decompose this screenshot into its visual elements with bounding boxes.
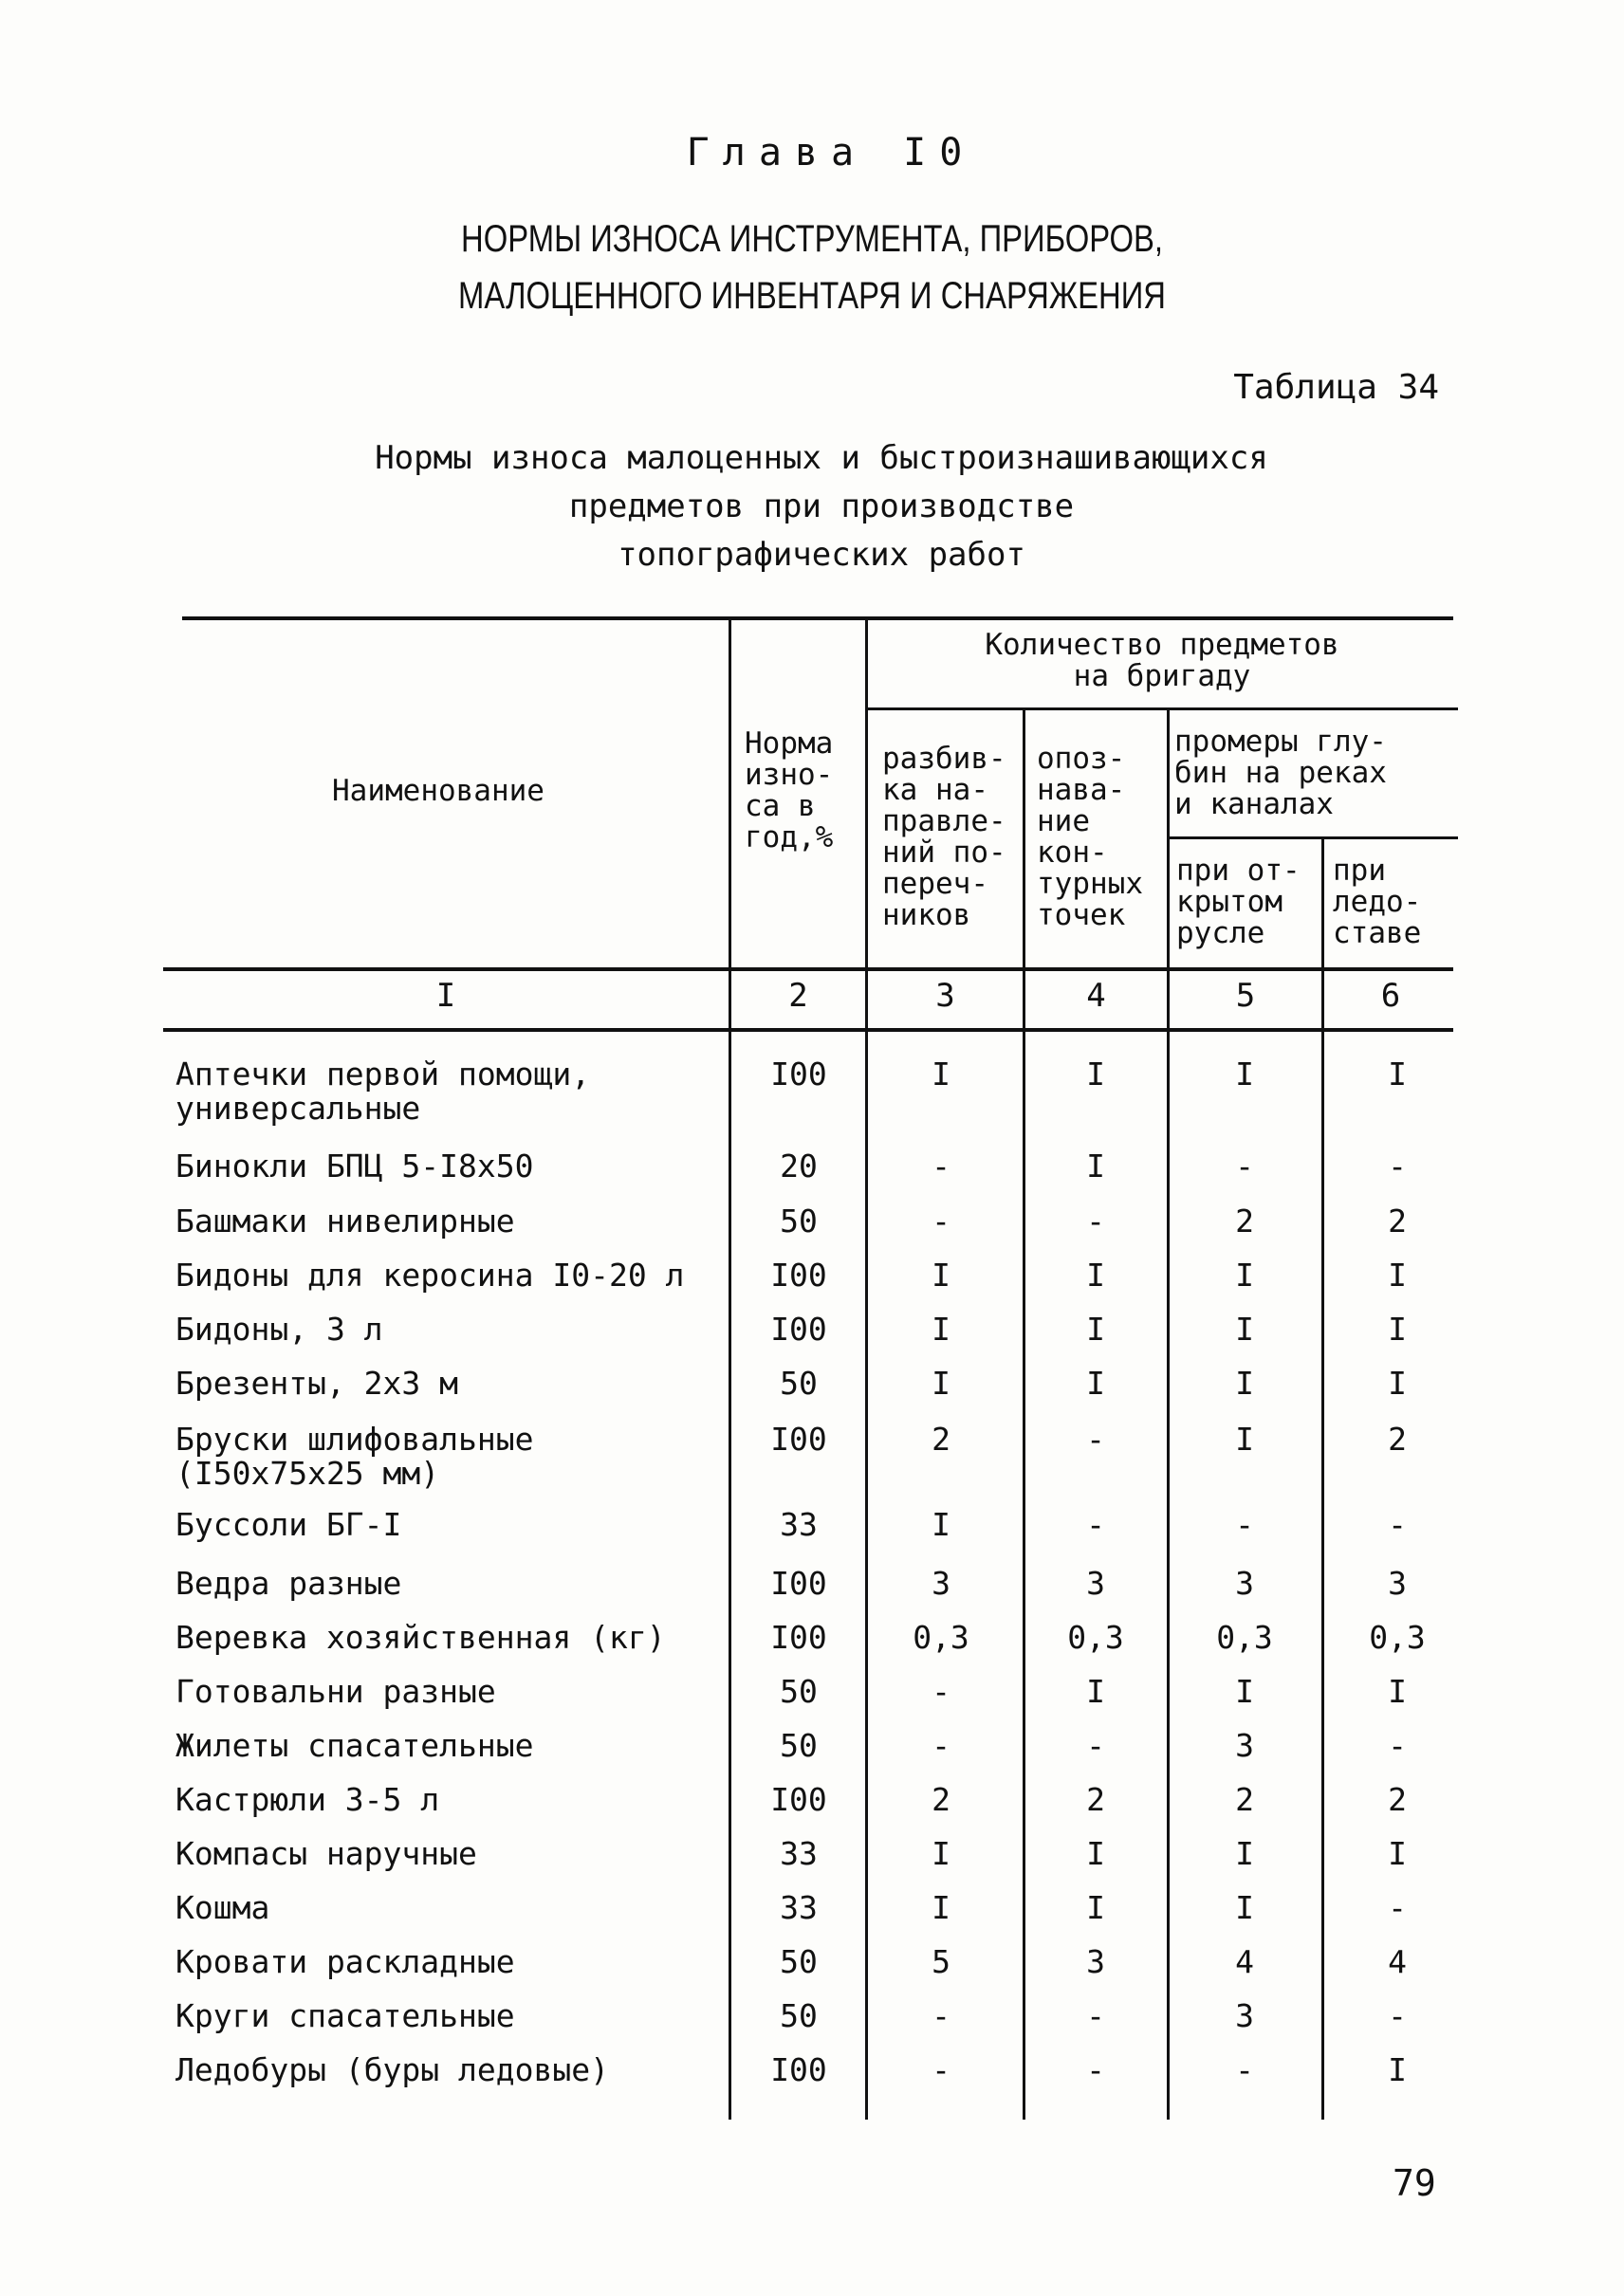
table-row [0,1204,1624,1258]
column-numbers-rule [163,1028,1453,1032]
row-col5: - [1235,1506,1254,1543]
row-col4: 0,3 [1067,1619,1124,1656]
row-norm: I00 [770,2051,827,2088]
table-caption-line-2: предметов при производстве [568,487,1075,525]
row-col3: - [932,1997,950,2034]
row-name: Буссоли БГ-I [175,1506,402,1543]
row-col6: 2 [1388,1203,1407,1240]
header-bottom-rule [163,967,1453,971]
header-col5: при от- крытом русле [1176,854,1301,950]
table-row [0,1891,1624,1944]
row-name: Бидоны для керосина I0-20 л [175,1257,685,1294]
header-norm: Норма изно- са в год,% [745,726,834,854]
row-col4: I [1086,1056,1105,1093]
row-col5: 3 [1235,1727,1254,1764]
row-col3: I [932,1889,950,1926]
row-col3: 2 [932,1781,950,1818]
table-row [0,1675,1624,1728]
row-norm: 50 [780,1365,818,1402]
row-col3: 2 [932,1421,950,1458]
quantity-header-rule [868,707,1458,710]
row-col3: I [932,1506,950,1543]
table-row [0,1508,1624,1561]
table-row [0,1621,1624,1674]
row-name: Бидоны, 3 л [175,1311,383,1348]
row-norm: I00 [770,1781,827,1818]
table-row [0,1945,1624,1998]
row-col3: - [932,1727,950,1764]
row-norm: 33 [780,1506,818,1543]
row-col6: I [1388,1257,1407,1294]
row-norm: 50 [780,1203,818,1240]
row-col4: - [1086,1997,1105,2034]
table-caption [0,434,1624,579]
row-name: Веревка хозяйственная (кг) [175,1619,666,1656]
row-col4: - [1086,1727,1105,1764]
table-row [0,1837,1624,1890]
row-name: Ледобуры (буры ледовые) [175,2051,609,2088]
column-number-6: 6 [1380,977,1401,1015]
row-col6: 3 [1388,1565,1407,1602]
row-norm: I00 [770,1619,827,1656]
row-name: Кошма [175,1889,270,1926]
row-norm: I00 [770,1056,827,1093]
header-col6: при ледо- ставе [1333,854,1422,950]
row-name: Ведра разные [175,1565,402,1602]
page-number: 79 [1393,2162,1436,2204]
row-norm: I00 [770,1257,827,1294]
column-number-5: 5 [1235,977,1256,1015]
row-col6: 0,3 [1369,1619,1426,1656]
row-norm: 50 [780,1997,818,2034]
row-col3: 3 [932,1565,950,1602]
row-col4: I [1086,1365,1105,1402]
header-col4: опоз- нава- ние кон- турных точек [1037,742,1143,932]
row-col4: I [1086,1148,1105,1185]
row-col5: 0,3 [1216,1619,1273,1656]
row-col5: I [1235,1421,1254,1458]
row-col6: 4 [1388,1943,1407,1980]
row-name: Бинокли БПЦ 5-I8x50 [175,1148,534,1185]
table-top-rule [182,616,1453,620]
column-number-4: 4 [1086,977,1106,1015]
table-row [0,1421,1624,1492]
row-col4: I [1086,1311,1105,1348]
row-col5: I [1235,1889,1254,1926]
row-col4: I [1086,1257,1105,1294]
header-col56: промеры глу- бин на реках и каналах [1174,725,1387,821]
row-col4: - [1086,2051,1105,2088]
table-row [0,1367,1624,1420]
row-name: Аптечки первой помощи, универсальные [175,1056,591,1127]
row-col5: I [1235,1257,1254,1294]
row-name: Башмаки нивелирные [175,1203,515,1240]
row-col5: I [1235,1835,1254,1872]
row-name: Круги спасательные [175,1997,515,2034]
row-name: Компасы наручные [175,1835,477,1872]
row-col5: I [1235,1673,1254,1710]
row-name: Готовальни разные [175,1673,496,1710]
row-col4: I [1086,1889,1105,1926]
row-name: Кровати раскладные [175,1943,515,1980]
row-norm: 50 [780,1727,818,1764]
row-col3: I [932,1365,950,1402]
row-norm: I00 [770,1421,827,1458]
table-number: Таблица 34 [1233,368,1439,407]
row-col3: - [932,1203,950,1240]
row-col5: 4 [1235,1943,1254,1980]
row-col6: I [1388,1835,1407,1872]
row-col5: I [1235,1365,1254,1402]
table-row [0,1729,1624,1782]
row-col6: 2 [1388,1781,1407,1818]
row-col5: - [1235,2051,1254,2088]
row-col6: - [1388,1727,1407,1764]
row-col3: - [932,1673,950,1710]
column-number-1: I [435,977,456,1015]
row-col4: - [1086,1506,1105,1543]
chapter-heading: Глава I0 [686,131,976,174]
row-col6: - [1388,1148,1407,1185]
chapter-title-line-1: НОРМЫ ИЗНОСА ИНСТРУМЕНТА, ПРИБОРОВ, [461,218,1163,260]
row-col3: 0,3 [913,1619,969,1656]
row-col6: I [1388,1673,1407,1710]
table-row [0,2053,1624,2106]
header-name: Наименование [332,774,544,808]
column-number-2: 2 [788,977,808,1015]
column-number-3: 3 [935,977,955,1015]
table-row [0,1783,1624,1836]
row-col6: 2 [1388,1421,1407,1458]
row-col6: - [1388,1997,1407,2034]
row-col4: 2 [1086,1781,1105,1818]
table-row [0,1056,1624,1127]
chapter-title [146,211,1478,324]
row-col4: 3 [1086,1943,1105,1980]
row-col3: 5 [932,1943,950,1980]
row-name: Брезенты, 2x3 м [175,1365,459,1402]
row-col6: - [1388,1506,1407,1543]
row-col6: I [1388,1365,1407,1402]
row-norm: 50 [780,1673,818,1710]
row-norm: 33 [780,1889,818,1926]
table-caption-line-1: Нормы износа малоценных и быстроизнашивающихся [375,439,1268,477]
table-row [0,1258,1624,1312]
depth-header-rule [1169,836,1458,839]
row-col4: - [1086,1203,1105,1240]
row-col3: - [932,2051,950,2088]
row-col6: - [1388,1889,1407,1926]
row-norm: 50 [780,1943,818,1980]
row-col5: 2 [1235,1781,1254,1818]
row-col5: I [1235,1311,1254,1348]
row-col5: 3 [1235,1565,1254,1602]
row-col4: I [1086,1673,1105,1710]
table-row [0,1567,1624,1620]
row-col3: I [932,1311,950,1348]
header-quantity: Количество предметов на бригаду [985,628,1339,693]
row-name: Жилеты спасательные [175,1727,534,1764]
row-col6: I [1388,2051,1407,2088]
table-row [0,1149,1624,1203]
row-name: Кастрюли 3-5 л [175,1781,440,1818]
row-col3: I [932,1257,950,1294]
row-norm: I00 [770,1311,827,1348]
row-col5: 3 [1235,1997,1254,2034]
row-norm: 33 [780,1835,818,1872]
row-col3: I [932,1835,950,1872]
row-name: Бруски шлифовальные (I50x75x25 мм) [175,1421,534,1492]
row-col4: 3 [1086,1565,1105,1602]
row-norm: I00 [770,1565,827,1602]
table-row [0,1313,1624,1366]
row-col6: I [1388,1056,1407,1093]
row-col3: I [932,1056,950,1093]
chapter-title-line-2: МАЛОЦЕННОГО ИНВЕНТАРЯ И СНАРЯЖЕНИЯ [458,275,1166,317]
row-col4: - [1086,1421,1105,1458]
row-col5: I [1235,1056,1254,1093]
header-col3: разбив- ка на- правле- ний по- переч- ников [882,742,1006,932]
row-col5: 2 [1235,1203,1254,1240]
table-row [0,1999,1624,2052]
row-col3: - [932,1148,950,1185]
row-col5: - [1235,1148,1254,1185]
table-caption-line-3: топографических работ [618,536,1025,574]
row-col4: I [1086,1835,1105,1872]
row-norm: 20 [780,1148,818,1185]
row-col6: I [1388,1311,1407,1348]
